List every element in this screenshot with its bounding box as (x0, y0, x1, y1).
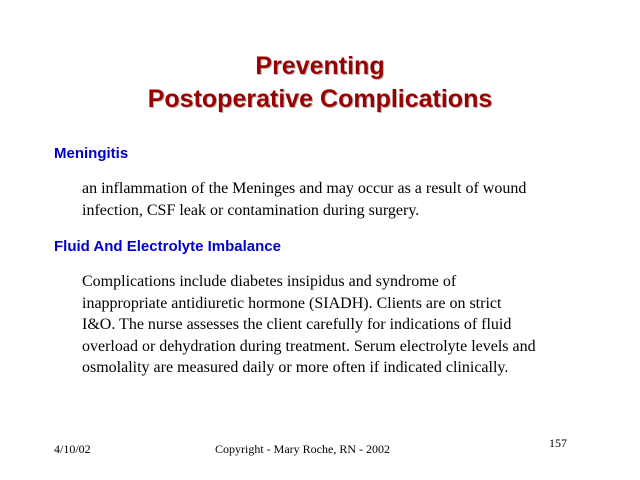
section-body-meningitis (82, 178, 592, 221)
body-line: infection, CSF leak or contamination during surgery. (82, 201, 420, 219)
footer-copyright: Copyright - Mary Roche, RN - 2002 (215, 442, 390, 456)
footer-date: 4/10/02 (54, 442, 91, 456)
section-heading-meningitis: Meningitis (54, 145, 129, 162)
section-heading-fluid-electrolyte: Fluid And Electrolyte Imbalance (54, 238, 281, 255)
body-line: Complications include diabetes insipidus and syndrome of (82, 273, 457, 290)
body-line: I&O. The nurse assesses the client carefully for indications of fluid (82, 316, 512, 333)
body-line: overload or dehydration during treatment. Serum electrolyte levels and (82, 337, 536, 355)
body-line: an inflammation of the Meninges and may occur as a result of wound (82, 180, 527, 197)
body-line: inappropriate antidiuretic hormone (SIADH). Clients are on strict (82, 294, 502, 312)
slide-title (0, 50, 640, 116)
title-line-1: Preventing (255, 52, 385, 80)
title-line-2: Postoperative Complications (147, 85, 493, 113)
footer-page-number: 157 (549, 436, 567, 450)
body-line: osmolality are measured daily or more often if indicated clinically. (82, 359, 509, 376)
section-body-fluid-electrolyte (82, 271, 592, 379)
